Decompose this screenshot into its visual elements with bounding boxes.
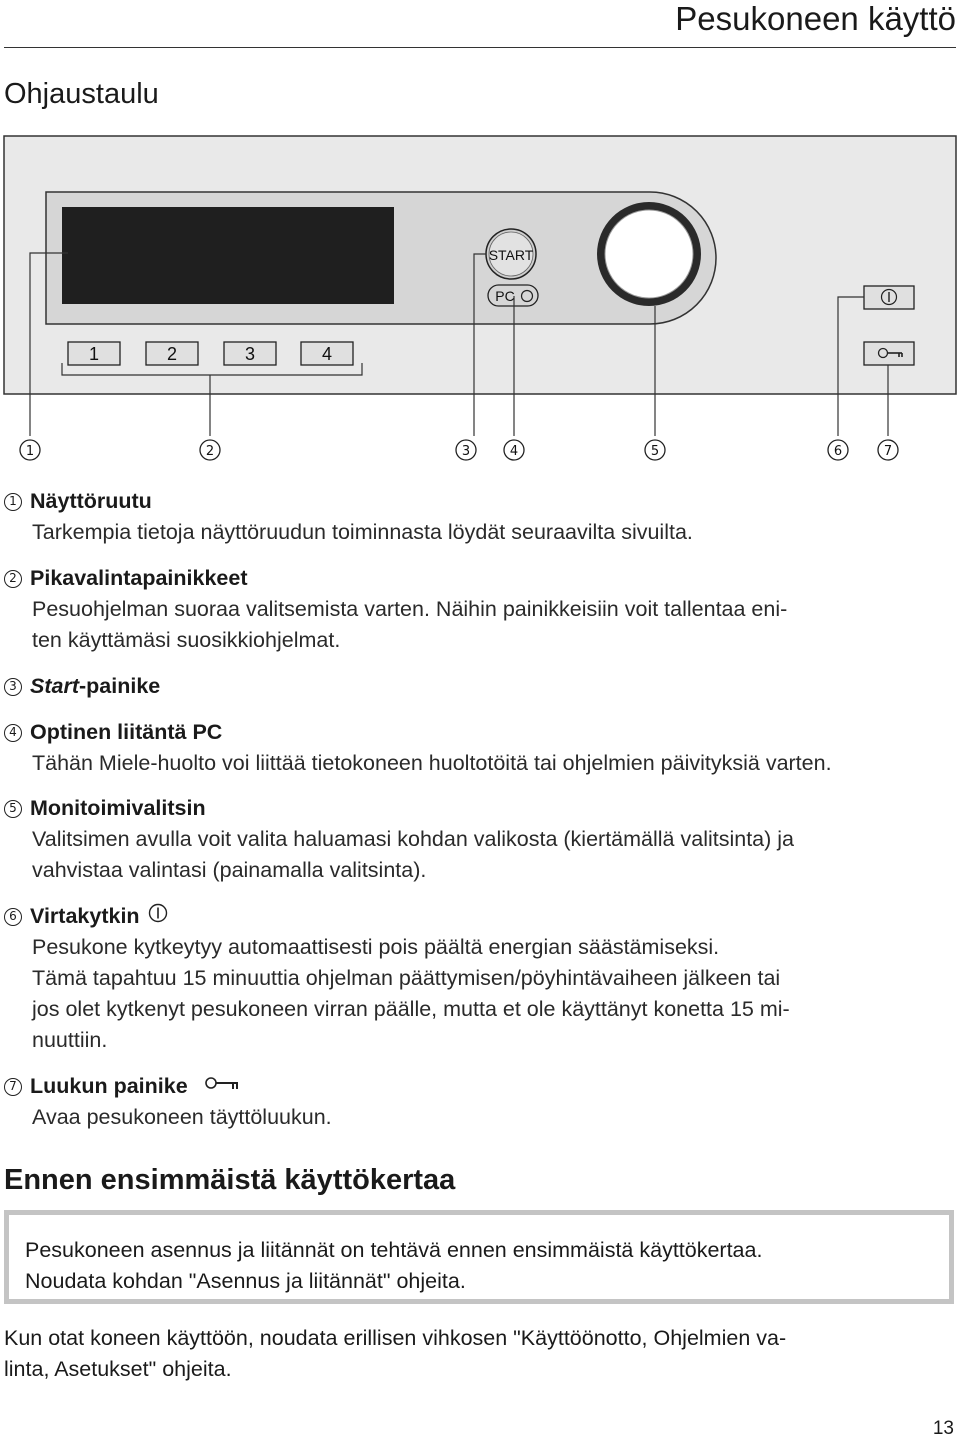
item-body [4,932,952,1056]
item-body-line: Tämä tapahtuu 15 minuuttia ohjelman päättymisen/pöyhintävaiheen jälkeen tai [32,966,781,990]
item-body [4,824,952,886]
first-use-instruction [4,1323,954,1385]
description-item-2 [4,563,952,656]
description-item-1 [4,486,952,548]
item-title: Luukun painike [30,1074,188,1098]
section-title-first-use: Ennen ensimmäistä käyttökertaa [4,1164,456,1196]
description-item-6 [4,901,952,1056]
item-body [4,594,952,656]
item-number-badge: 3 [4,678,22,696]
callout-number: 7 [883,444,893,459]
display-screen [62,207,394,304]
item-body-line: Valitsimen avulla voit valita haluamasi kohdan valikosta (kiertämällä valitsinta) ja [32,827,795,851]
note-line: Pesukoneen asennus ja liitännät on tehtävä ennen ensimmäistä käyttökertaa. [25,1238,763,1262]
callout-number: 2 [205,444,215,459]
header-divider [4,47,956,48]
item-heading [4,793,952,824]
favorite-button-label: 2 [166,344,178,364]
item-title: Monitoimivalitsin [30,796,206,820]
note-box [4,1210,954,1304]
item-title-rest: -painike [78,674,161,698]
pc-port-label: PC [495,288,515,304]
item-title-italic: Start [30,674,79,698]
item-body-line: nuuttiin. [32,1028,108,1052]
item-number-badge: 7 [4,1078,22,1096]
description-item-4 [4,717,952,779]
item-title: Virtakytkin [30,904,140,928]
description-item-7 [4,1071,952,1133]
callout-number: 6 [833,444,843,459]
favorite-button-label: 3 [244,344,256,364]
item-body-line: Pesuohjelman suoraa valitsemista varten. Näihin painikkeisiin voit tallentaa eni- [32,597,788,621]
item-heading [4,486,952,517]
item-title: Optinen liitäntä PC [30,720,223,744]
callout-numbers [20,440,898,460]
item-body-line: Avaa pesukoneen täyttöluukun. [32,1105,332,1129]
control-panel-illustration [0,130,960,470]
item-heading [4,717,952,748]
section-title-control-panel: Ohjaustaulu [4,78,159,110]
callout-number: 3 [461,444,471,459]
item-body-line: Tähän Miele-huolto voi liittää tietokoneen huoltotöitä tai ohjelmien päivityksiä varten. [32,751,832,775]
item-heading [4,1071,952,1102]
item-body-line: vahvistaa valintasi (painamalla valitsinta). [32,858,427,882]
page-header-title: Pesukoneen käyttö [675,0,956,37]
item-body-line: Tarkempia tietoja näyttöruudun toiminnasta löydät seuraavilta sivuilta. [32,520,693,544]
item-heading [4,563,952,594]
instruction-line: linta, Asetukset" ohjeita. [4,1357,232,1381]
favorite-button-label: 4 [321,344,333,364]
key-icon [204,1071,240,1102]
page-number: 13 [932,1418,954,1439]
item-title: Näyttöruutu [30,489,152,513]
item-number-badge: 5 [4,800,22,818]
note-line: Noudata kohdan "Asennus ja liitännät" ohjeita. [25,1269,466,1293]
favorite-button-label: 1 [88,344,100,364]
callout-number: 4 [509,444,519,459]
callout-number: 1 [25,444,35,459]
item-body-line: Pesukone kytkeytyy automaattisesti pois päältä energian säästämiseksi. [32,935,720,959]
item-heading [4,671,952,702]
instruction-line: Kun otat koneen käyttöön, noudata erillisen vihkosen "Käyttöönotto, Ohjelmien va- [4,1326,787,1350]
item-number-badge: 2 [4,570,22,588]
item-heading [4,901,952,932]
item-body [4,748,952,779]
item-body [4,1102,952,1133]
item-number-badge: 4 [4,724,22,742]
item-number-badge: 1 [4,493,22,511]
description-item-5 [4,793,952,886]
start-button-label: START [488,247,534,263]
callout-number: 5 [650,444,660,459]
power-icon [148,901,168,932]
item-body-line: ten käyttämäsi suosikkiohjelmat. [32,628,341,652]
item-title: Pikavalintapainikkeet [30,566,248,590]
item-body-line: jos olet kytkenyt pesukoneen virran päälle, mutta et ole käyttänyt konetta 15 mi- [32,997,790,1021]
item-number-badge: 6 [4,908,22,926]
item-body [4,517,952,548]
description-item-3 [4,671,952,702]
